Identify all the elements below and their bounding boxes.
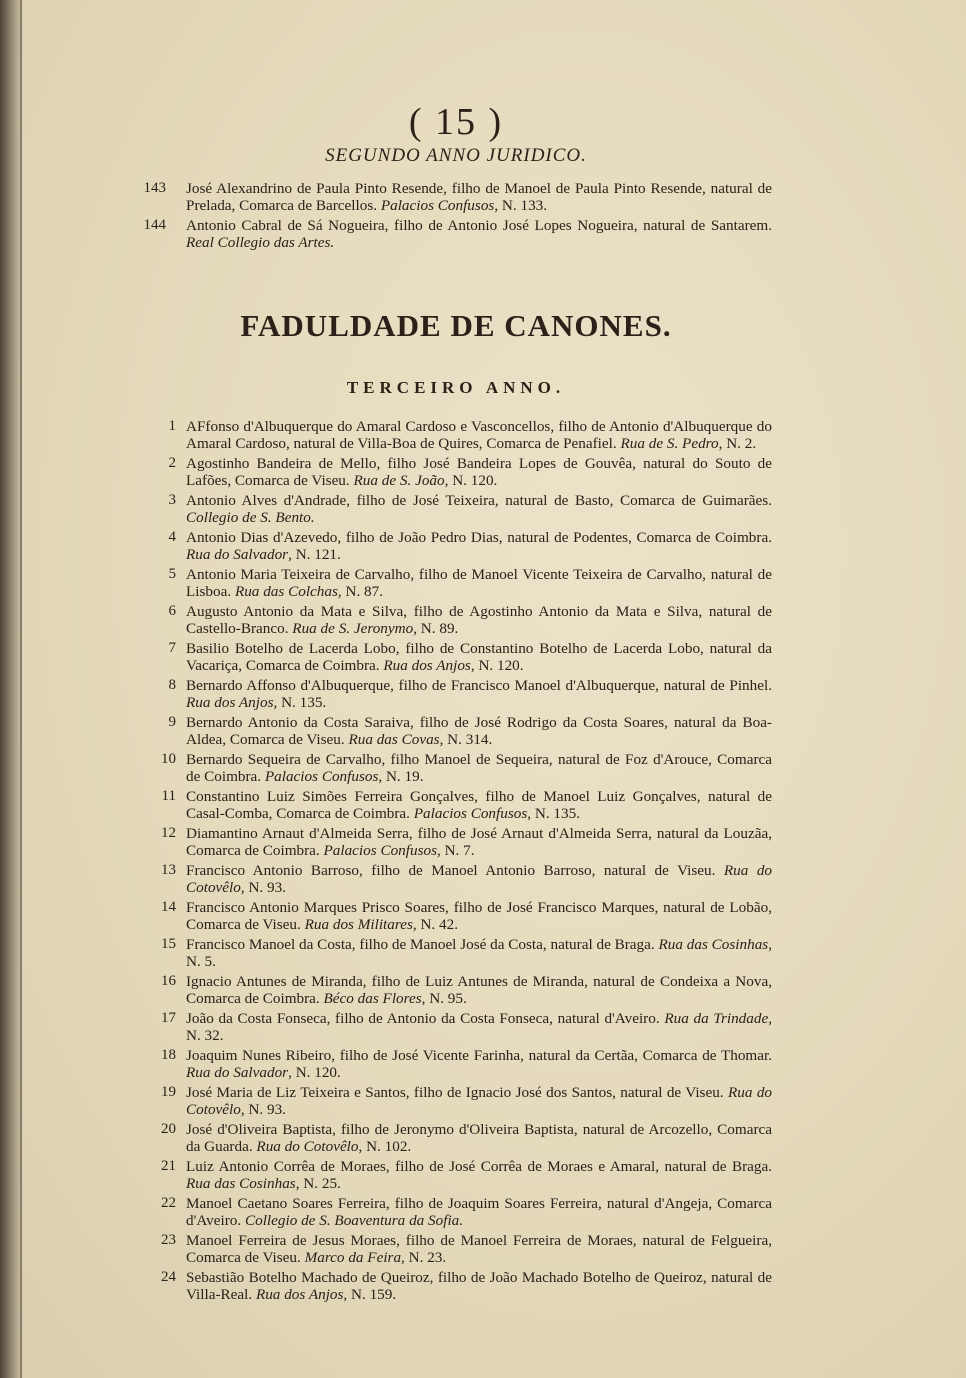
list-entry xyxy=(140,1269,772,1304)
entry-text: Antonio Dias d'Azevedo, filho de João Pedro Dias, natural de Podentes, Comarca de Coimbra. xyxy=(186,528,772,546)
entry-number: 15 xyxy=(161,935,176,952)
entry-address: Rua das Colchas xyxy=(234,583,338,601)
entry-house-number: , N. 2. xyxy=(718,435,757,453)
entry-house-number: , N. 135. xyxy=(273,694,327,712)
page-number: ( 15 ) xyxy=(408,101,504,143)
entry-text: Antonio Cabral de Sá Nogueira, filho de Antonio José Lopes Nogueira, natural de Santarem. xyxy=(186,216,772,234)
book-binding xyxy=(0,0,22,1378)
entry-text: Bernardo Affonso d'Albuquerque, filho de Francisco Manoel d'Albuquerque, natural de Pinhel. xyxy=(186,676,772,694)
entry-text: Ignacio Antunes de Miranda, filho de Luiz Antunes de Miranda, natural de Condeixa a Nova, Comarca de Coimbra. xyxy=(186,972,772,1008)
entry-address: Rua dos Anjos xyxy=(255,1286,344,1304)
entry-text: Manoel Caetano Soares Ferreira, filho de Joaquim Soares Ferreira, natural d'Angeja, Comarca d'Aveiro. xyxy=(186,1194,772,1230)
entry-address: Real Collegio das Artes. xyxy=(186,234,335,252)
entry-house-number: , N. 120. xyxy=(470,657,524,675)
entry-number: 18 xyxy=(161,1046,176,1063)
entry-address: Rua de S. Pedro xyxy=(620,435,719,453)
entry-house-number: , N. 120. xyxy=(288,1064,341,1082)
entry-number: 6 xyxy=(168,602,176,619)
entry-number: 3 xyxy=(168,491,176,508)
entry-text: Sebastião Botelho Machado de Queiroz, filho de João Machado Botelho de Queiroz, natural de Villa-Real. xyxy=(186,1268,772,1304)
list-entry xyxy=(140,825,772,860)
entry-text: Agostinho Bandeira de Mello, filho José Bandeira Lopes de Gouvêa, natural do Souto de Lafões, Comarca de Viseu. xyxy=(186,454,772,490)
list-entry xyxy=(140,418,772,453)
list-entry xyxy=(140,788,772,823)
entry-number: 23 xyxy=(161,1231,176,1248)
entry-house-number: , N. 87. xyxy=(337,583,384,601)
entry-text: Augusto Antonio da Mata e Silva, filho de Agostinho Antonio da Mata e Silva, natural de Castello-Branco. xyxy=(186,602,772,638)
entry-text: Basilio Botelho de Lacerda Lobo, filho de Constantino Botelho de Lacerda Lobo, natural da Vacariça, Comarca de Coimbra. xyxy=(186,639,772,675)
entry-number: 2 xyxy=(168,454,176,471)
entry-house-number: , N. 32. xyxy=(186,1009,772,1045)
list-entry xyxy=(140,217,772,252)
entry-number: 22 xyxy=(161,1194,176,1211)
entry-text: Constantino Luiz Simões Ferreira Gonçalves, filho de Manoel Luiz Gonçalves, natural de Casal-Comba, Comarca de Coimbra. xyxy=(186,787,772,823)
entry-house-number: , N. 133. xyxy=(494,197,548,215)
entry-address: Rua dos Anjos xyxy=(186,694,274,712)
entry-text: Manoel Ferreira de Jesus Moraes, filho de Manoel Ferreira de Moraes, natural de Felgueira, Comarca de Viseu. xyxy=(186,1231,772,1267)
entry-address: Rua dos Militares xyxy=(304,916,413,934)
entry-number: 21 xyxy=(161,1157,176,1174)
entry-text: Bernardo Antonio da Costa Saraiva, filho de José Rodrigo da Costa Soares, natural da Boa-Aldea, Comarca de Viseu. xyxy=(186,713,772,749)
subsection-title: TERCEIRO ANNO. xyxy=(346,377,566,397)
list-entry xyxy=(140,862,772,897)
entry-number: 20 xyxy=(161,1120,176,1137)
entry-house-number: , N. 93. xyxy=(240,879,286,897)
entry-text: Diamantino Arnaut d'Almeida Serra, filho de José Arnaut d'Almeida Serra, natural da Louzãa, Comarca de Coimbra. xyxy=(186,824,772,860)
entry-house-number: , N. 19. xyxy=(378,768,424,786)
list-entry xyxy=(140,1010,772,1045)
entry-address: Rua do Cotovêlo xyxy=(186,1083,773,1119)
entry-address: Rua da Trindade xyxy=(664,1009,769,1027)
entry-address: Rua do Cotovêlo xyxy=(186,861,773,897)
entry-text: José d'Oliveira Baptista, filho de Jeronymo d'Oliveira Baptista, natural de Arcozello, Comarca da Guarda. xyxy=(186,1120,772,1156)
entry-text: Francisco Manoel da Costa, filho de Manoel José da Costa, natural de Braga. xyxy=(186,935,655,953)
entry-number: 19 xyxy=(161,1083,176,1100)
entry-address: Palacios Confusos xyxy=(323,842,437,860)
entry-address: Collegio de S. Bento. xyxy=(186,509,315,527)
entry-text: Bernardo Sequeira de Carvalho, filho Manoel de Sequeira, natural de Foz d'Arouce, Comarca de Coimbra. xyxy=(186,750,772,786)
list-entry xyxy=(140,1158,772,1193)
list-entry xyxy=(140,640,772,675)
list-entry xyxy=(140,455,772,490)
entry-house-number: , N. 159. xyxy=(343,1286,397,1304)
entry-number: 8 xyxy=(168,676,176,693)
entry-address: Rua do Salvador xyxy=(186,1064,289,1082)
entry-number: 9 xyxy=(168,713,176,730)
list-entry xyxy=(140,492,772,527)
entry-number: 11 xyxy=(161,787,176,804)
entry-house-number: , N. 42. xyxy=(412,916,459,934)
entry-text: Francisco Antonio Barroso, filho de Manoel Antonio Barroso, natural de Viseu. xyxy=(186,861,716,879)
entry-text: Antonio Alves d'Andrade, filho de José Teixeira, natural de Basto, Comarca de Guimarães. xyxy=(186,491,772,509)
running-title: SEGUNDO ANNO JURIDICO. xyxy=(325,145,587,166)
entry-house-number: , N. 95. xyxy=(421,990,467,1008)
entry-address: Rua do Cotovêlo xyxy=(256,1138,359,1156)
entry-house-number: , N. 93. xyxy=(240,1101,286,1119)
list-entry xyxy=(140,529,772,564)
entry-address: Collegio de S. Boaventura da Sofia. xyxy=(244,1212,464,1230)
list-entry xyxy=(140,1232,772,1267)
entry-house-number: , N. 102. xyxy=(358,1138,412,1156)
pre-entries-list xyxy=(140,180,772,252)
entry-address: Palacios Confusos xyxy=(264,768,379,786)
list-entry xyxy=(140,603,772,638)
section-title: FADULDADE DE CANONES. xyxy=(240,307,672,343)
entry-house-number: , N. 121. xyxy=(288,546,341,564)
list-entry xyxy=(140,936,772,971)
entry-address: Rua das Covas xyxy=(348,731,440,749)
entry-number: 4 xyxy=(168,528,176,545)
list-entry xyxy=(140,1084,772,1119)
entry-number: 144 xyxy=(143,216,166,233)
entry-house-number: , N. 314. xyxy=(439,731,493,749)
entry-number: 13 xyxy=(161,861,176,878)
entry-number: 5 xyxy=(168,565,176,582)
entry-number: 12 xyxy=(161,824,176,841)
list-entry xyxy=(140,751,772,786)
entry-address: Marco da Feira xyxy=(304,1249,402,1267)
entry-number: 17 xyxy=(161,1009,176,1026)
entry-house-number: , N. 23. xyxy=(401,1249,447,1267)
entry-number: 14 xyxy=(161,898,176,915)
entry-address: Rua dos Anjos xyxy=(383,657,471,675)
entry-number: 7 xyxy=(168,639,176,656)
entry-address: Béco das Flores xyxy=(323,990,422,1008)
gutter-line xyxy=(20,0,22,1378)
entry-address: Rua do Salvador xyxy=(186,546,289,564)
entry-house-number: , N. 5. xyxy=(186,935,772,971)
entry-house-number: , N. 25. xyxy=(295,1175,341,1193)
entry-text: AFfonso d'Albuquerque do Amaral Cardoso e Vasconcellos, filho de Antonio d'Albuquerque do Amaral Cardoso, natural de Villa-Boa de Quires, Comarca de Penafiel. xyxy=(186,417,772,453)
entry-house-number: , N. 7. xyxy=(437,842,475,860)
list-entry xyxy=(140,566,772,601)
entry-address: Rua das Cosinhas xyxy=(186,1175,296,1193)
list-entry xyxy=(140,973,772,1008)
list-entry xyxy=(140,1121,772,1156)
list-entry xyxy=(140,714,772,749)
entry-address: Rua de S. João xyxy=(353,472,445,490)
list-entry xyxy=(140,180,772,215)
entry-text: Antonio Maria Teixeira de Carvalho, filho de Manoel Vicente Teixeira de Carvalho, natural de Lisboa. xyxy=(186,565,772,601)
entry-address: Palacios Confusos xyxy=(413,805,528,823)
entry-text: João da Costa Fonseca, filho de Antonio da Costa Fonseca, natural d'Aveiro. xyxy=(186,1009,660,1027)
entry-number: 24 xyxy=(161,1268,176,1285)
list-entry xyxy=(140,1047,772,1082)
list-entry xyxy=(140,899,772,934)
entry-text: José Alexandrino de Paula Pinto Resende, filho de Manoel de Paula Pinto Resende, natural de Prelada, Comarca de Barcellos. xyxy=(186,180,772,215)
entry-text: Francisco Antonio Marques Prisco Soares, filho de José Francisco Marques, natural de Lobão, Comarca de Viseu. xyxy=(186,898,772,934)
entry-number: 10 xyxy=(161,750,176,767)
entry-number: 1 xyxy=(168,417,176,434)
entry-house-number: , N. 89. xyxy=(413,620,459,638)
entry-number: 16 xyxy=(161,972,176,989)
entry-address: Rua de S. Jeronymo xyxy=(292,620,414,638)
entry-house-number: , N. 120. xyxy=(444,472,498,490)
entry-address: Palacios Confusos xyxy=(380,197,495,215)
entries-list xyxy=(140,418,772,1304)
entry-number: 143 xyxy=(143,180,166,196)
list-entry xyxy=(140,677,772,712)
list-entry xyxy=(140,1195,772,1230)
entry-text: Joaquim Nunes Ribeiro, filho de José Vicente Farinha, natural da Certãa, Comarca de Thomar. xyxy=(186,1046,772,1064)
page-content xyxy=(140,100,772,1306)
entry-house-number: , N. 135. xyxy=(527,805,580,823)
entry-address: Rua das Cosinhas xyxy=(658,935,769,953)
entry-text: José Maria de Liz Teixeira e Santos, filho de Ignacio José dos Santos, natural de Viseu. xyxy=(186,1083,724,1101)
entry-text: Luiz Antonio Corrêa de Moraes, filho de José Corrêa de Moraes e Amaral, natural de Braga. xyxy=(186,1157,772,1175)
